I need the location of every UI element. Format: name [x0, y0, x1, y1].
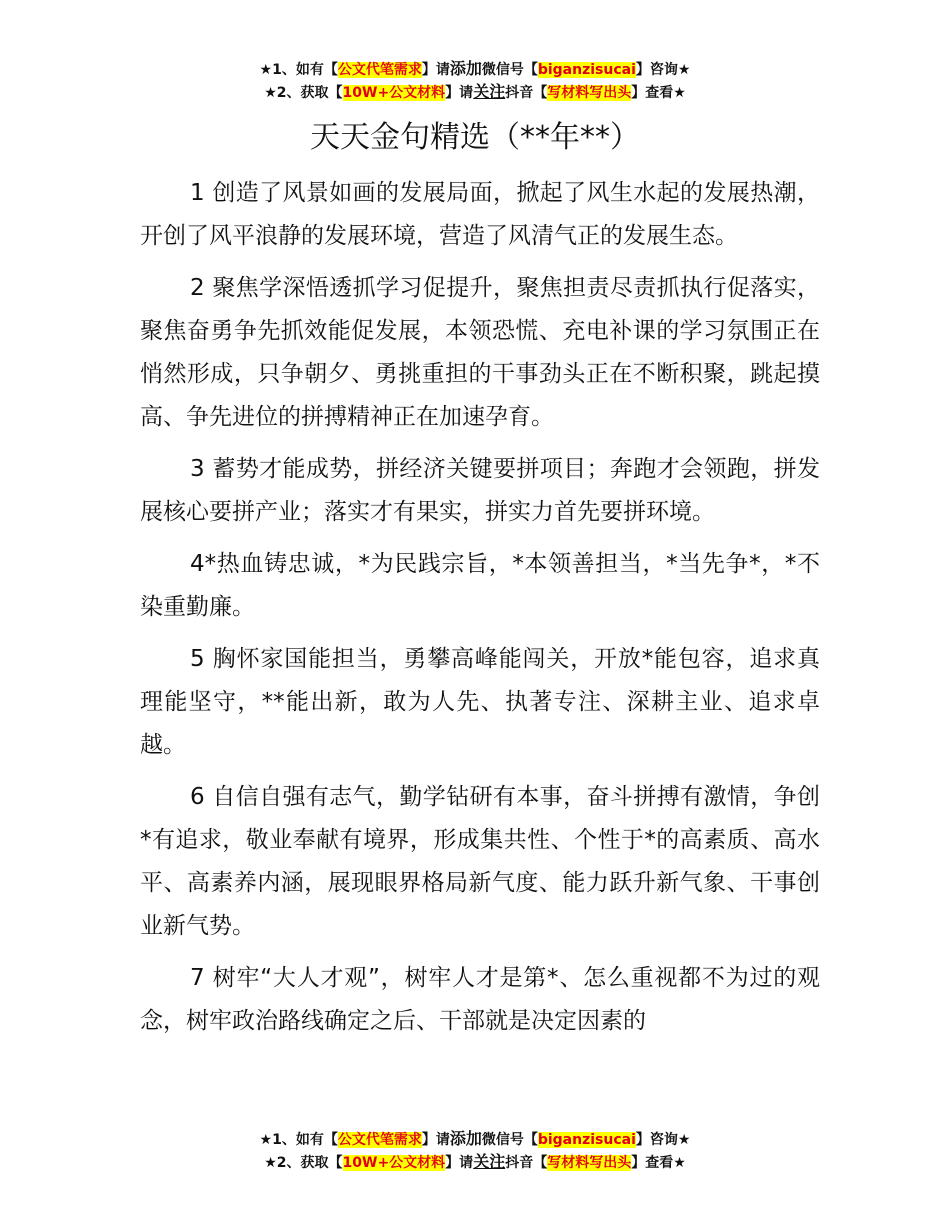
document-body [140, 172, 820, 1052]
paragraph-3: 3 蓄势才能成势，拼经济关键要拼项目；奔跑才会领跑，拼发展核心要拼产业；落实才有果实，拼实力首先要拼环境。 [140, 456, 820, 525]
highlight-service: 公文代笔需求 [337, 1132, 422, 1148]
footer-banner [0, 1128, 950, 1174]
document-title: 天天金句精选（**年**） [310, 120, 640, 155]
highlight-materials: 10W+公文材料 [342, 85, 446, 101]
highlight-douyin: 写材料写出头 [547, 85, 632, 101]
paragraph-1: 1 创造了风景如画的发展局面，掀起了风生水起的发展热潮，开创了风平浪静的发展环境，营造了风清气正的发展生态。 [140, 180, 820, 249]
paragraph-7: 7 树牢“大人才观”，树牢人才是第*、怎么重视都不为过的观念，树牢政治路线确定之后、干部就是决定因素的 [140, 965, 820, 1034]
highlight-service: 公文代笔需求 [337, 62, 422, 78]
highlight-materials: 10W+公文材料 [342, 1155, 446, 1171]
paragraph-6: 6 自信自强有志气，勤学钻研有本事，奋斗拼搏有激情，争创*有追求，敬业奉献有境界，形成集共性、个性于*的高素质、高水平、高素养内涵，展现眼界格局新气度、能力跃升新气象、干事创业新气势。 [140, 784, 820, 939]
paragraph-2: 2 聚焦学深悟透抓学习促提升，聚焦担责尽责抓执行促落实，聚焦奋勇争先抓效能促发展，本领恐慌、充电补课的学习氛围正在悄然形成，只争朝夕、勇挑重担的干事劲头正在不断积聚，跳起摸高、争先进位的拼搏精神正在加速孕育。 [140, 275, 820, 430]
header-banner [0, 58, 950, 104]
paragraph-4: 4*热血铸忠诚，*为民践宗旨，*本领善担当，*当先争*，*不染重勤廉。 [140, 551, 820, 620]
banner-line-1: ★1、如有【公文代笔需求】请添加微信号【biganzisucai】咨询★ [259, 1129, 691, 1148]
banner-line-2: ★2、获取【10W+公文材料】请关注抖音【写材料写出头】查看★ [264, 82, 686, 101]
banner-line-1: ★1、如有【公文代笔需求】请添加微信号【biganzisucai】咨询★ [259, 59, 691, 78]
banner-line-2: ★2、获取【10W+公文材料】请关注抖音【写材料写出头】查看★ [264, 1152, 686, 1171]
highlight-douyin: 写材料写出头 [547, 1155, 632, 1171]
highlight-wechat-id: biganzisucai [537, 1132, 636, 1148]
highlight-wechat-id: biganzisucai [537, 62, 636, 78]
paragraph-5: 5 胸怀家国能担当，勇攀高峰能闯关，开放*能包容，追求真理能坚守，**能出新，敢为人先、执著专注、深耕主业、追求卓越。 [140, 646, 820, 758]
